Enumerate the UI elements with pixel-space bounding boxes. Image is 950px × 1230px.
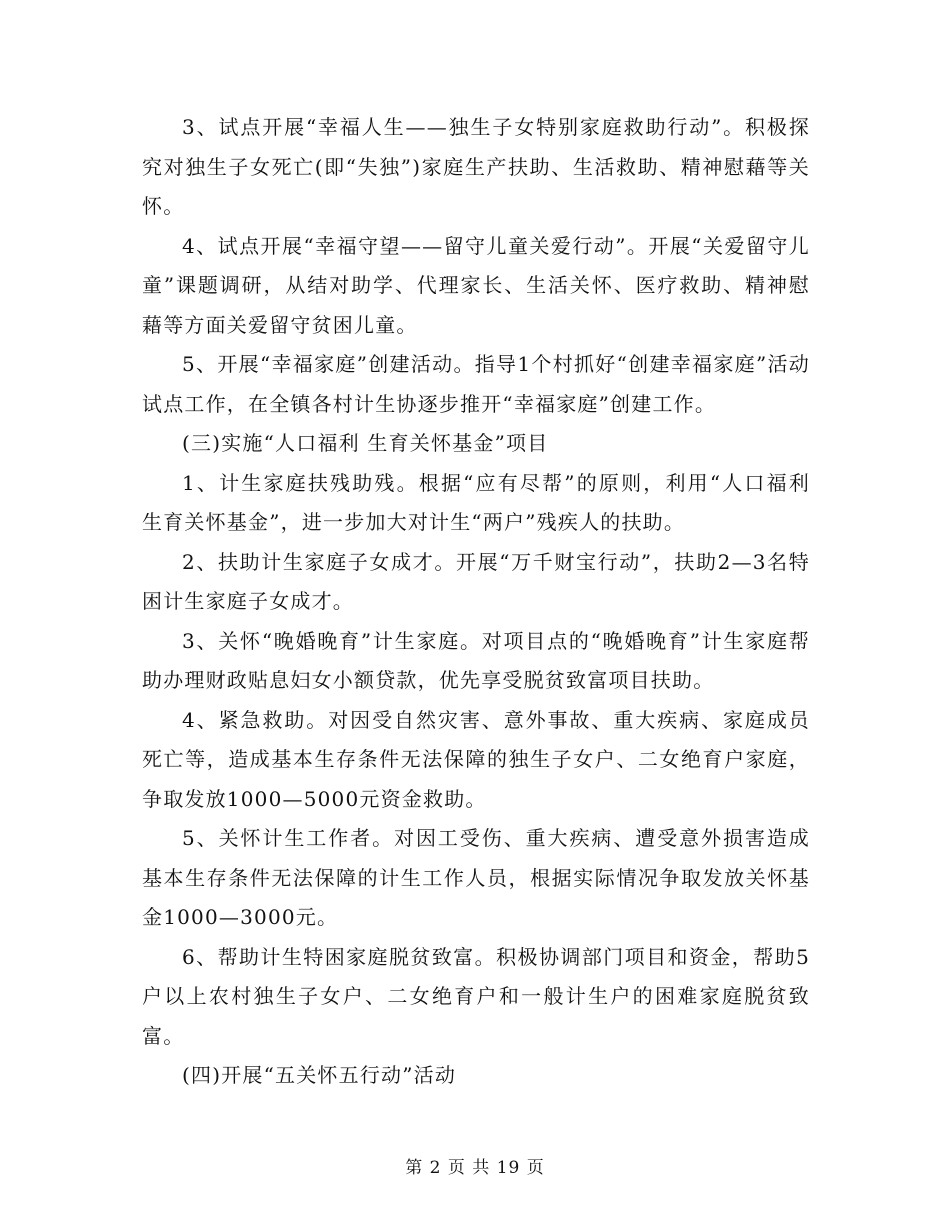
paragraph-6-poverty-relief: 6、帮助计生特困家庭脱贫致富。积极协调部门项目和资金，帮助5户以上农村独生子女户、二女绝育户和一般计生户的困难家庭脱贫致富。	[142, 944, 810, 1048]
paragraph-3-late-marriage: 3、关怀“晚婚晚育”计生家庭。对项目点的“晚婚晚育”计生家庭帮助办理财政贴息妇女小额贷款，优先享受脱贫致富项目扶助。	[142, 628, 810, 692]
paragraph-4-left-behind-children: 4、试点开展“幸福守望——留守儿童关爱行动”。开展“关爱留守儿童”课题调研，从结对助学、代理家长、生活关怀、医疗救助、精神慰藉等方面关爱留守贫困儿童。	[142, 233, 810, 337]
paragraph-4-emergency-aid: 4、紧急救助。对因受自然灾害、意外事故、重大疾病、家庭成员死亡等，造成基本生存条件无法保障的独生子女户、二女绝育户家庭，争取发放1000—5000元资金救助。	[142, 707, 810, 811]
paragraph-1-disability-aid: 1、计生家庭扶残助残。根据“应有尽帮”的原则，利用“人口福利 生育关怀基金”，进一步加大对计生“两户”残疾人的扶助。	[142, 470, 810, 534]
document-body	[142, 108, 810, 1096]
paragraph-5-happy-family: 5、开展“幸福家庭”创建活动。指导1个村抓好“创建幸福家庭”活动试点工作，在全镇各村计生协逐步推开“幸福家庭”创建工作。	[142, 352, 810, 416]
paragraph-3-happy-life: 3、试点开展“幸福人生——独生子女特别家庭救助行动”。积极探究对独生子女死亡(即“失独”)家庭生产扶助、生活救助、精神慰藉等关怀。	[142, 115, 810, 218]
section-heading-3: (三)实施“人口福利 生育关怀基金”项目	[182, 431, 549, 455]
paragraph-2-children-success: 2、扶助计生家庭子女成才。开展“万千财宝行动”，扶助2—3名特困计生家庭子女成才。	[142, 549, 810, 613]
paragraph-5-worker-care: 5、关怀计生工作者。对因工受伤、重大疾病、遭受意外损害造成基本生存条件无法保障的计生工作人员，根据实际情况争取发放关怀基金1000—3000元。	[142, 826, 810, 929]
page-number-footer: 第 2 页 共 19 页	[405, 1158, 545, 1178]
section-heading-4: (四)开展“五关怀五行动”活动	[182, 1063, 457, 1087]
